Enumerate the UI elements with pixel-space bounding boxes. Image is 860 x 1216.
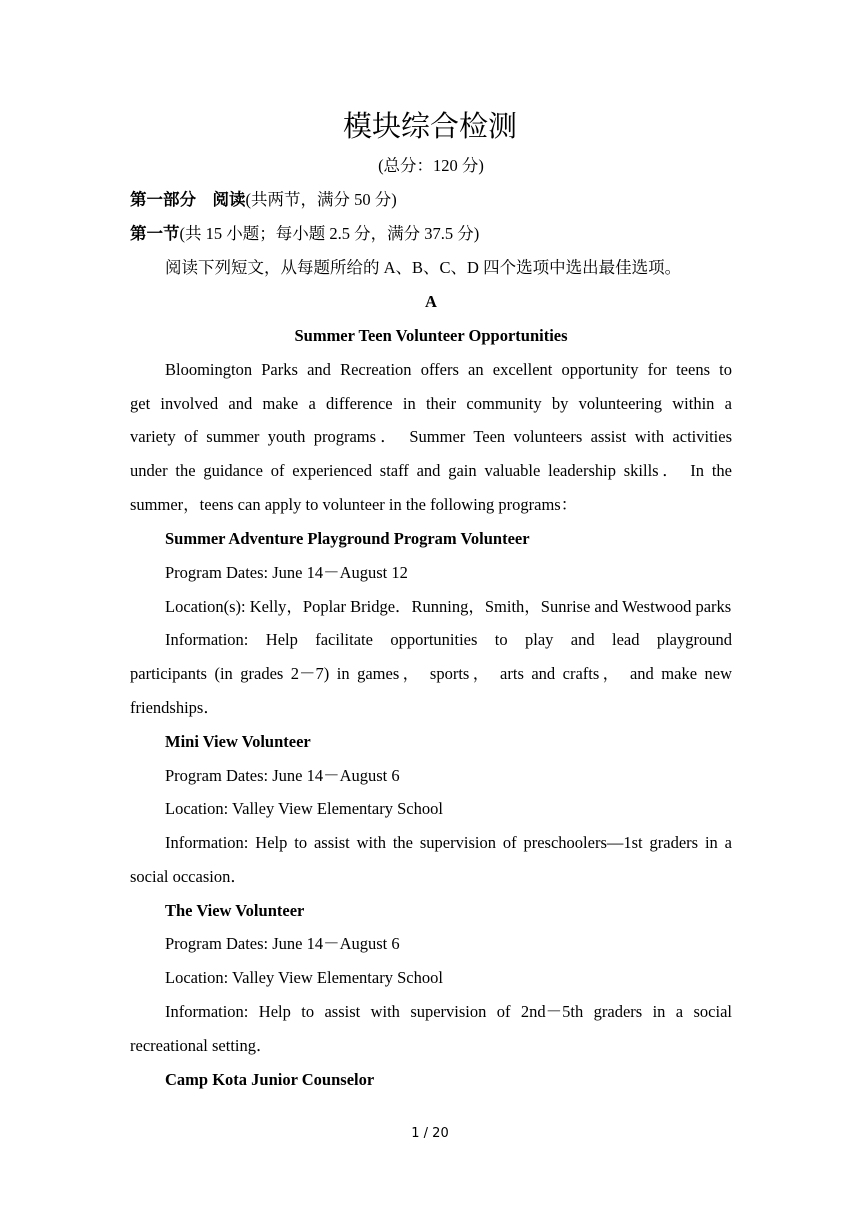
part-heading	[130, 183, 732, 217]
program-dates: Program Dates: June 14－August 12	[165, 563, 408, 582]
program-info-line: friendships．	[130, 698, 220, 717]
program-heading: Camp Kota Junior Counselor	[165, 1070, 375, 1089]
program-info-line: Information: Help facilitate opportunities to play and lead playground	[165, 630, 732, 649]
program-info-line: Information: Help to assist with supervision of 2nd－5th graders in a social	[165, 1002, 732, 1021]
page-number: 1 / 20	[411, 1126, 449, 1141]
program-heading: Mini View Volunteer	[165, 732, 311, 751]
document-title: 模块综合检测	[342, 109, 517, 143]
intro-line: Bloomington Parks and Recreation offers an excellent opportunity for teens to	[165, 360, 732, 379]
score-note: (总分：120 分)	[378, 156, 484, 175]
program-info-line: recreational setting．	[130, 1036, 273, 1055]
program-location: Location(s): Kelly，Poplar Bridge．Running，Smith，Sunrise and Westwood parks	[165, 597, 732, 616]
program-dates: Program Dates: June 14－August 6	[165, 934, 400, 953]
program-location: Location: Valley View Elementary School	[165, 968, 443, 987]
instruction: 阅读下列短文，从每题所给的 A、B、C、D 四个选项中选出最佳选项。	[165, 258, 682, 277]
section-heading-detail: (共 15 小题；每小题 2.5 分，满分 37.5 分)	[179, 224, 480, 243]
section-heading-label: 第一节	[130, 224, 180, 243]
program-location: Location: Valley View Elementary School	[165, 799, 443, 818]
passage-label: A	[425, 292, 437, 311]
intro-line: under the guidance of experienced staff and gain valuable leadership skills． In the	[130, 461, 732, 480]
intro-line: variety of summer youth programs． Summer Teen volunteers assist with activities	[130, 427, 732, 446]
program-heading: The View Volunteer	[165, 901, 305, 920]
passage-title: Summer Teen Volunteer Opportunities	[294, 326, 568, 345]
intro-line: summer，teens can apply to volunteer in the following programs：	[130, 495, 578, 514]
program-info-line: participants (in grades 2－7) in games， sports， arts and crafts， and make new	[130, 664, 732, 683]
part-heading-detail: (共两节，满分 50 分)	[245, 190, 397, 209]
program-heading: Summer Adventure Playground Program Volunteer	[165, 529, 530, 548]
program-dates: Program Dates: June 14－August 6	[165, 766, 400, 785]
program-info-line: Information: Help to assist with the supervision of preschoolers—1st graders in a	[165, 833, 732, 852]
program-info-line: social occasion．	[130, 867, 247, 886]
section-heading	[130, 217, 732, 251]
part-heading-label: 第一部分 阅读	[130, 190, 246, 209]
intro-line: get involved and make a difference in their community by volunteering within a	[130, 394, 732, 413]
